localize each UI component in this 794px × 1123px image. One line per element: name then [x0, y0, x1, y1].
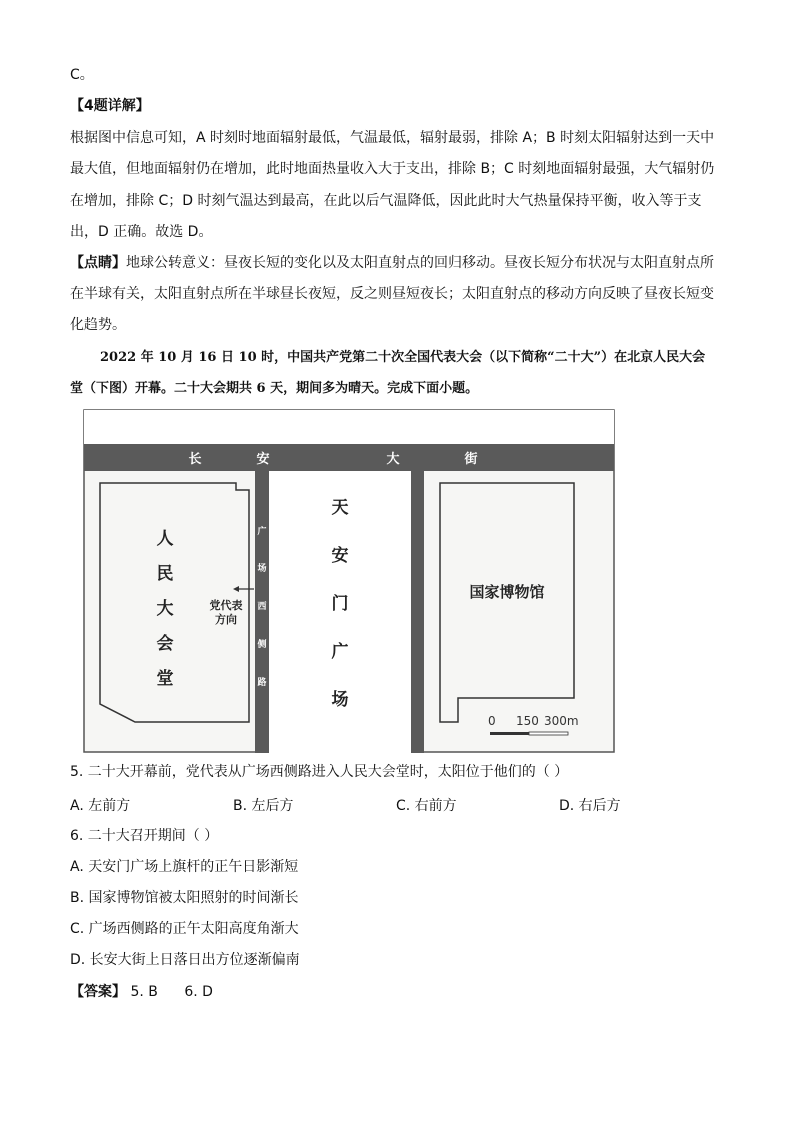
q5-option-d[interactable]: D. 右后方 — [559, 798, 621, 814]
svg-text:300m: 300m — [544, 714, 579, 728]
changan-street — [84, 444, 614, 471]
museum-label: 国家博物馆 — [469, 583, 545, 601]
intro-line: 2022 年 10 月 16 日 10 时，中国共产党第二十次全国代表大会（以下简称“二十大”）在北京人民大会 — [100, 350, 706, 365]
tip-text: 地球公转意义：昼夜长短的变化以及太阳直射点的回归移动。昼夜长短分布状况与太阳直射点所 — [126, 255, 714, 271]
square-char: 广 — [331, 642, 349, 662]
street-char: 街 — [464, 452, 478, 467]
q6-option-c[interactable]: C. 广场西侧路的正午太阳高度角渐大 — [70, 921, 299, 937]
square-char: 天 — [331, 498, 349, 518]
square-char: 门 — [331, 594, 349, 614]
q6-option-d[interactable]: D. 长安大街上日落日出方位逐渐偏南 — [70, 952, 300, 968]
answer-5: 5. B — [130, 984, 158, 1000]
square-char: 场 — [331, 690, 349, 710]
tip-line — [70, 254, 714, 272]
arrow-label: 方向 — [215, 613, 237, 626]
square-char: 安 — [331, 546, 349, 566]
east-road — [411, 471, 424, 753]
road-char: 路 — [257, 678, 267, 688]
q4-line: 根据图中信息可知，A 时刻时地面辐射最低，气温最低，辐射最弱，排除 A；B 时刻太阳辐射达到一天中 — [70, 130, 715, 146]
tip-line: 化趋势。 — [70, 317, 126, 333]
hall-char: 会 — [156, 634, 174, 654]
q4-line: 最大值，但地面辐射仍在增加，此时地面热量收入大于支出，排除 B；C 时刻地面辐射最强，大气辐射仍 — [70, 161, 715, 177]
tip-line: 在半球有关，太阳直射点所在半球昼长夜短，反之则昼短夜长；太阳直射点的移动方向反映了昼夜长短变 — [70, 286, 714, 302]
answer-line — [70, 983, 213, 1001]
answer-label: 【答案】 — [70, 984, 126, 1000]
tip-label: 【点睛】 — [70, 255, 126, 271]
q4-line: 出，D 正确。故选 D。 — [70, 224, 213, 240]
q6-option-b[interactable]: B. 国家博物馆被太阳照射的时间渐长 — [70, 890, 299, 906]
arrow-label: 党代表 — [209, 599, 243, 612]
svg-text:150: 150 — [516, 714, 539, 728]
answer-6: 6. D — [184, 984, 213, 1000]
q4-heading: 【4题详解】 — [70, 98, 150, 114]
hall-char: 民 — [156, 564, 174, 584]
intro-line: 堂（下图）开幕。二十大会期共 6 天，期间多为晴天。完成下面小题。 — [70, 381, 479, 396]
road-char: 西 — [257, 602, 267, 612]
street-char: 安 — [256, 452, 270, 467]
road-char: 场 — [257, 564, 267, 574]
hall-char: 人 — [156, 529, 174, 549]
road-char: 广 — [257, 527, 267, 537]
q5-option-a[interactable]: A. 左前方 — [70, 798, 131, 814]
square-west-road — [255, 471, 269, 753]
question-5-stem: 5. 二十大开幕前，党代表从广场西侧路进入人民大会堂时，太阳位于他们的（ ） — [70, 764, 569, 780]
road-char: 侧 — [257, 640, 267, 650]
street-char: 大 — [386, 452, 400, 467]
svg-text:0: 0 — [488, 714, 496, 728]
prev-answer-tail: C。 — [70, 67, 94, 83]
tiananmen-map — [83, 409, 615, 753]
q6-option-a[interactable]: A. 天安门广场上旗杆的正午日影渐短 — [70, 859, 299, 875]
hall-char: 堂 — [156, 669, 174, 689]
hall-char: 大 — [156, 599, 174, 619]
q4-line: 在增加，排除 C；D 时刻气温达到最高，在此以后气温降低，因此此时大气热量保持平衡，收入等于支 — [70, 193, 702, 209]
q5-option-c[interactable]: C. 右前方 — [396, 798, 457, 814]
street-char: 长 — [188, 452, 202, 467]
q5-option-b[interactable]: B. 左后方 — [233, 798, 294, 814]
question-6-stem: 6. 二十大召开期间（ ） — [70, 828, 219, 844]
